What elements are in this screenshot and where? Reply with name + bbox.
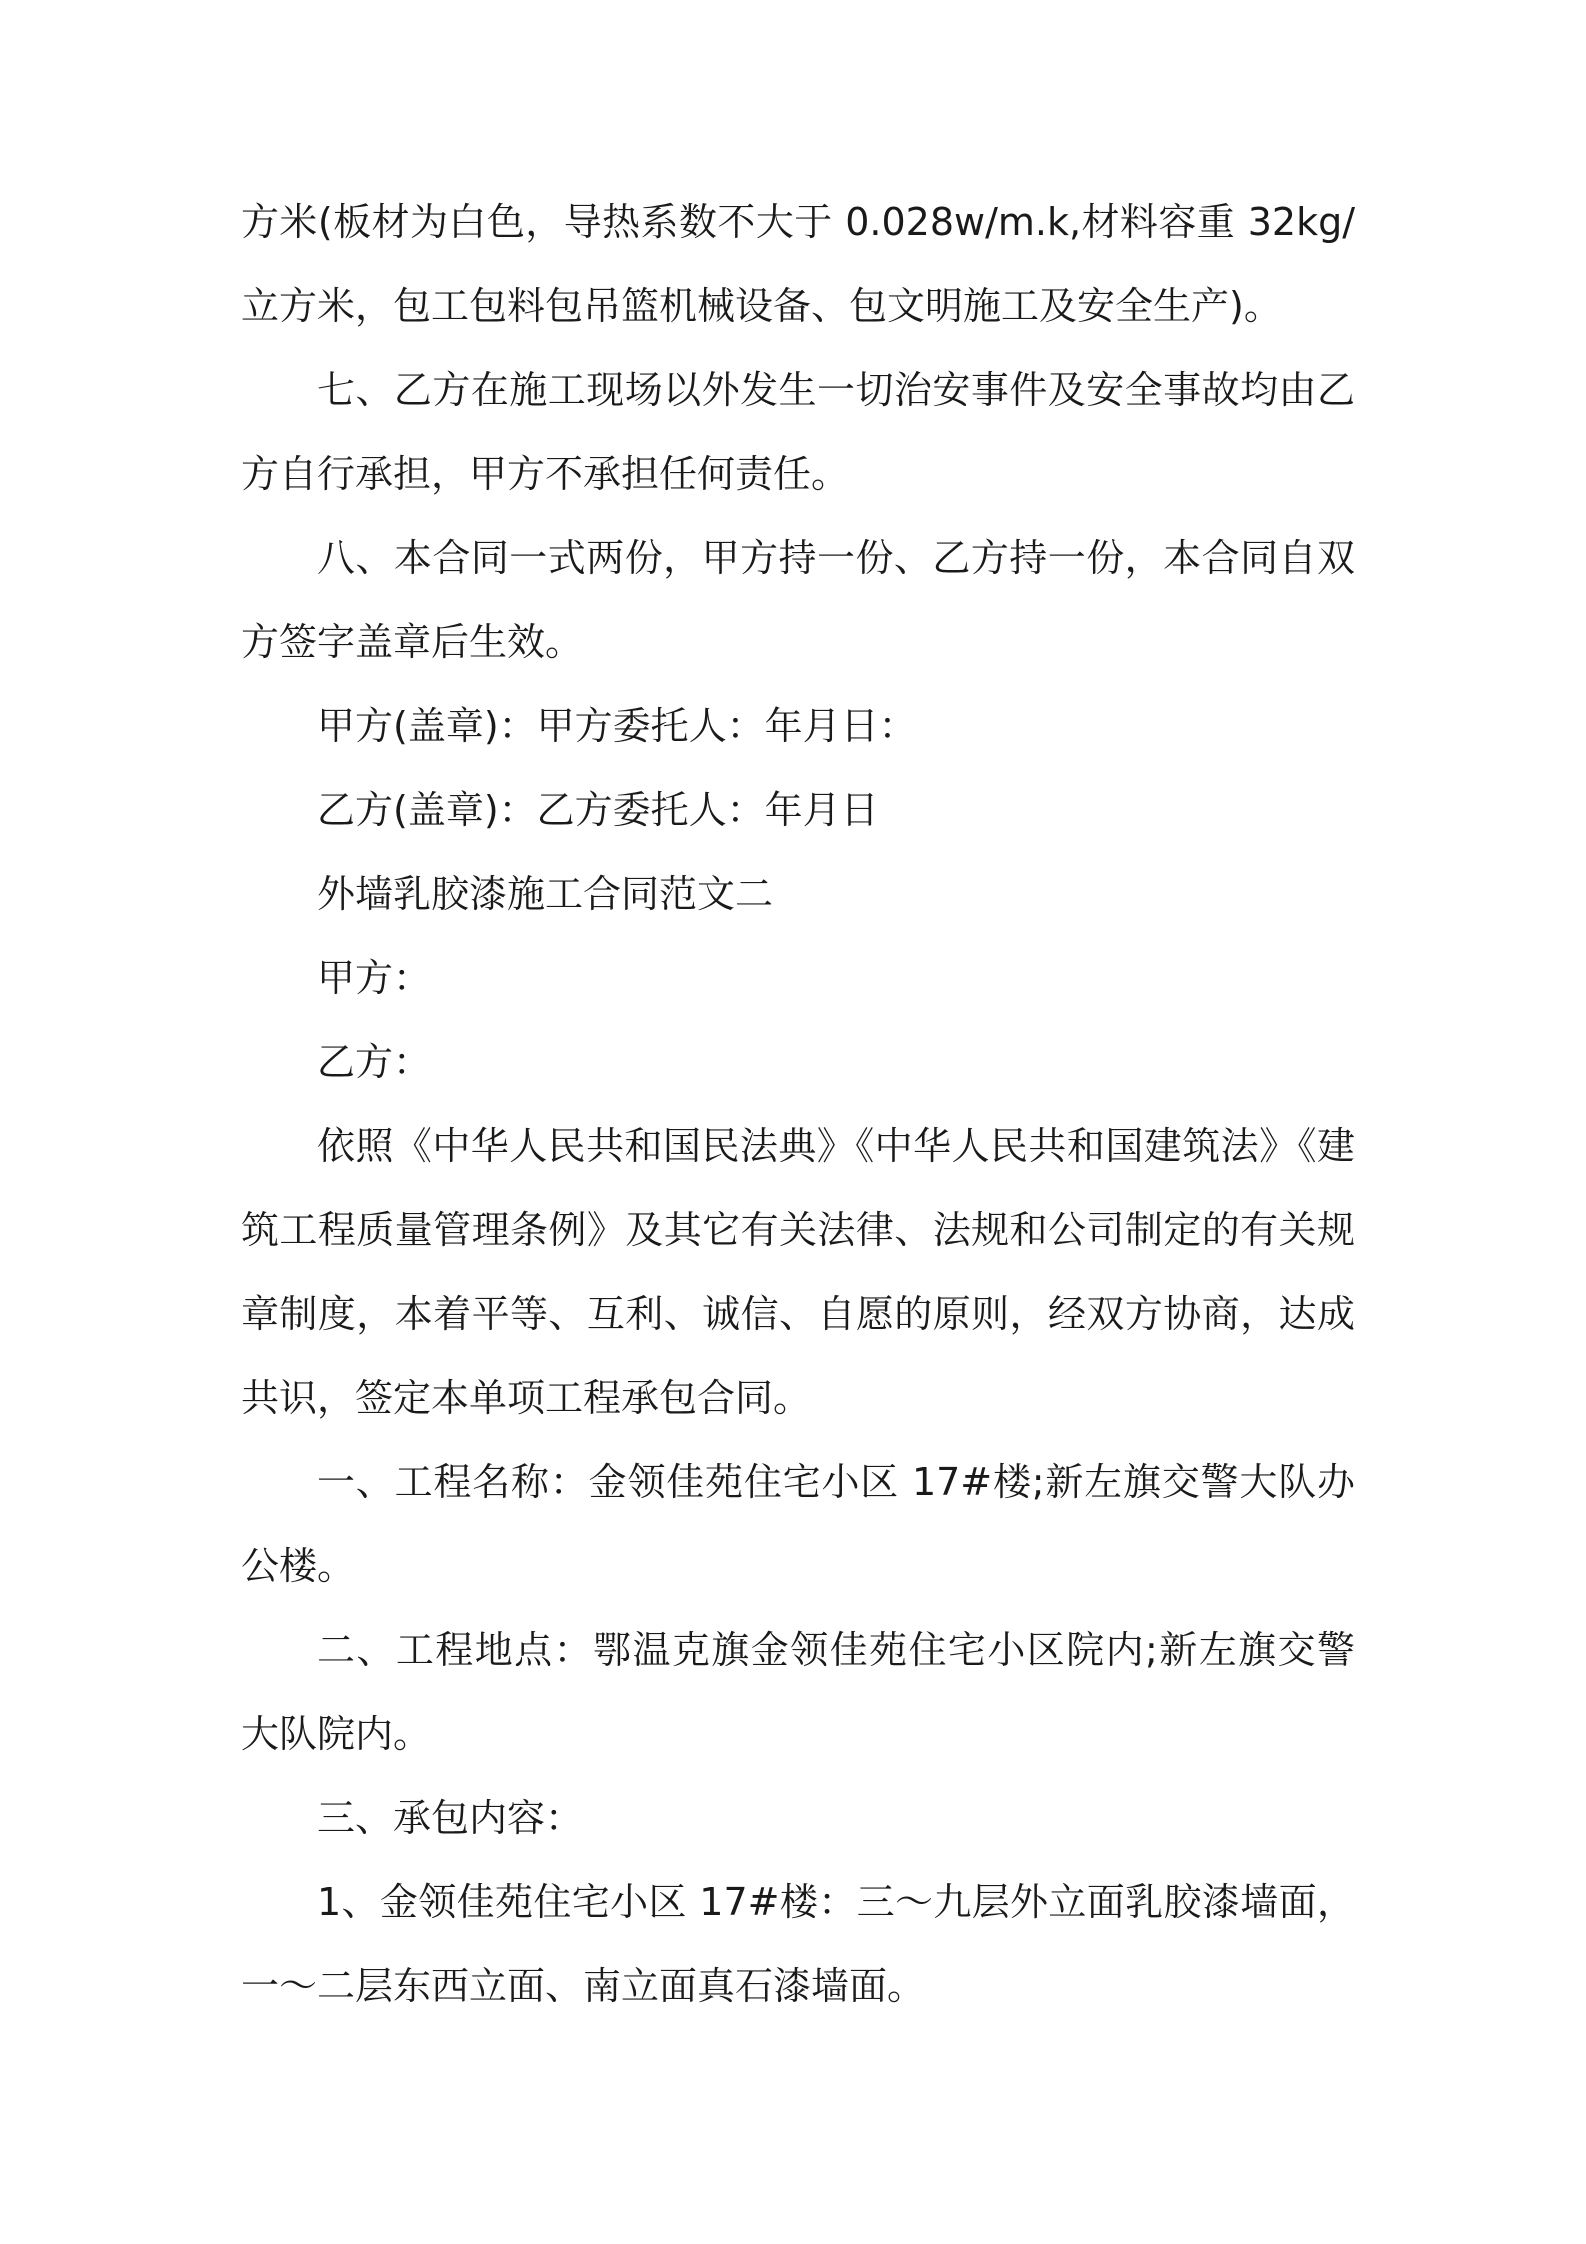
paragraph-preamble: 依照《中华人民共和国民法典》《中华人民共和国建筑法》《建筑工程质量管理条例》及其它有关法律、法规和公司制定的有关规章制度，本着平等、互利、诚信、自愿的原则，经双方协商，达成共识，签定本单项工程承包合同。 <box>241 1124 1355 1420</box>
signature-line-party-a: 甲方(盖章)：甲方委托人：年月日： <box>317 704 917 748</box>
paragraph-project-location: 二、工程地点：鄂温克旗金领佳苑住宅小区院内;新左旗交警大队院内。 <box>241 1628 1355 1756</box>
party-b-label: 乙方： <box>317 1040 432 1084</box>
document-body <box>241 180 1355 2028</box>
paragraph-material-spec: 方米(板材为白色，导热系数不大于 0.028w/m.k,材料容重 32kg/立方米，包工包料包吊篮机械设备、包文明施工及安全生产)。 <box>241 200 1355 328</box>
signature-line-party-b: 乙方(盖章)：乙方委托人：年月日 <box>317 788 879 832</box>
paragraph-scope-heading: 三、承包内容： <box>317 1796 584 1840</box>
section-title-contract-2: 外墙乳胶漆施工合同范文二 <box>317 872 774 916</box>
paragraph-project-name: 一、工程名称：金领佳苑住宅小区 17#楼;新左旗交警大队办公楼。 <box>241 1460 1355 1588</box>
paragraph-scope-item-1: 1、金领佳苑住宅小区 17#楼：三～九层外立面乳胶漆墙面，一～二层东西立面、南立面真石漆墙面。 <box>241 1880 1355 2008</box>
paragraph-clause-7: 七、乙方在施工现场以外发生一切治安事件及安全事故均由乙方自行承担，甲方不承担任何责任。 <box>241 368 1355 496</box>
party-a-label: 甲方： <box>317 956 432 1000</box>
paragraph-clause-8: 八、本合同一式两份，甲方持一份、乙方持一份，本合同自双方签字盖章后生效。 <box>241 536 1355 664</box>
